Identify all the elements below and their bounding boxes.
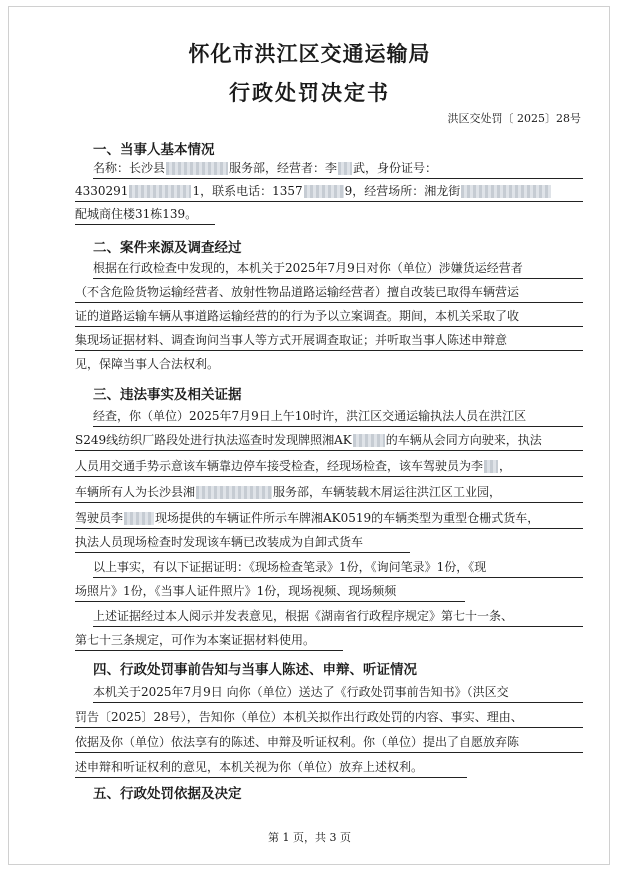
- facts-line-5: [75, 510, 583, 529]
- party-name-start: 名称：长沙县: [93, 161, 166, 175]
- party-line-1: [93, 160, 583, 179]
- facts-comma: ，: [499, 459, 512, 473]
- case-line-4: 集现场证据材料、调查询问当事人等方式开展调查取证；并听取当事人陈述申辩意: [75, 332, 583, 351]
- notice-line-3: 依据及你（单位）依法享有的陈述、申辩及听证权利。你（单位）提出了自愿放弃陈: [75, 734, 583, 753]
- section-heading-decision: 五、行政处罚依据及决定: [93, 786, 242, 802]
- document-subtitle: 行政处罚决定书: [229, 80, 390, 105]
- case-line-5: 见，保障当事人合法权利。: [75, 357, 220, 371]
- party-id-start: 4330291: [75, 184, 129, 198]
- document-title: 怀化市洪江区交通运输局: [188, 41, 431, 66]
- facts-driver-text: 人员用交通手势示意该车辆靠边停车接受检查，经现场检查，该车驾驶员为李: [75, 459, 484, 473]
- redaction: [461, 185, 551, 198]
- party-phone: 1，联系电话：1357: [192, 184, 303, 198]
- facts-line-10: 第七十三条规定，可作为本案证据材料使用。: [75, 632, 343, 651]
- facts-direction: 的车辆从会同方向驶来，执法: [385, 433, 542, 447]
- facts-line-2: [75, 432, 583, 451]
- notice-line-4: 述申辩和听证权利的意见，本机关视为你（单位）放弃上述权利。: [75, 759, 467, 778]
- redaction: [304, 185, 344, 198]
- redaction: [124, 512, 154, 525]
- page-footer: 第 1 页，共 3 页: [268, 831, 351, 844]
- section-heading-notice: 四、行政处罚事前告知与当事人陈述、申辩、听证情况: [93, 662, 417, 678]
- case-line-2: （不含危险货物运输经营者、放射性物品道路运输经营者）擅自改装已取得车辆营运: [75, 284, 583, 303]
- redaction: [484, 460, 498, 473]
- party-line-3: 配城商住楼31栋139。: [75, 206, 215, 225]
- facts-owner-text: 车辆所有人为长沙县湘: [75, 485, 196, 499]
- facts-driver-name: 驾驶员李: [75, 511, 124, 525]
- section-heading-facts: 三、违法事实及相关证据: [93, 387, 242, 403]
- notice-line-1: 本机关于2025年7月9日 向你（单位）送达了《行政处罚事前告知书》（洪区交: [93, 684, 583, 703]
- facts-line-4: [75, 484, 583, 503]
- redaction: [166, 162, 228, 175]
- facts-cargo: 服务部，车辆装载木屑运往洪江区工业园，: [273, 485, 502, 499]
- facts-plate-text: S249线纺织厂路段处进行执法巡查时发现牌照湘AK: [75, 433, 352, 447]
- party-line-2: [75, 183, 583, 202]
- facts-vehicle-type: 现场提供的车辆证件所示车牌湘AK0519的车辆类型为重型仓栅式货车，: [155, 511, 540, 525]
- facts-line-6: 执法人员现场检查时发现该车辆已改装成为自卸式货车: [75, 534, 410, 553]
- notice-line-2: 罚告〔2025〕28号），告知你（单位）本机关拟作出行政处罚的内容、事实、理由、: [75, 709, 583, 728]
- redaction: [129, 185, 191, 198]
- section-heading-party: 一、当事人基本情况: [93, 142, 215, 158]
- facts-line-1: 经查，你（单位）2025年7月9日上午10时许，洪江区交通运输执法人员在洪江区: [93, 408, 583, 427]
- redaction: [338, 162, 352, 175]
- facts-line-3: [75, 458, 583, 477]
- case-line-3: 证的道路运输车辆从事道路运输经营的的行为予以立案调查。期间，本机关采取了收: [75, 308, 583, 327]
- redaction: [196, 486, 272, 499]
- case-line-1: 根据在行政检查中发现的，本机关于2025年7月9日对你（单位）涉嫌货运经营者: [93, 260, 583, 279]
- party-name-end: 服务部，经营者：李: [229, 161, 338, 175]
- facts-line-7: 以上事实，有以下证据证明：《现场检查笔录》1份，《询问笔录》1份，《现: [93, 559, 583, 578]
- facts-line-8: 场照片》1份，《当事人证件照片》1份，现场视频、现场频频: [75, 583, 465, 602]
- facts-line-9: 上述证据经过本人阅示并发表意见，根据《湖南省行政程序规定》第七十一条、: [93, 608, 583, 627]
- party-id-label: 武，身份证号：: [353, 161, 438, 175]
- document-number: 洪区交处罚〔 2025〕28号: [447, 112, 581, 125]
- party-address: 9，经营场所：湘龙街: [344, 184, 461, 198]
- section-heading-case: 二、案件来源及调查经过: [93, 240, 242, 256]
- redaction: [353, 434, 385, 447]
